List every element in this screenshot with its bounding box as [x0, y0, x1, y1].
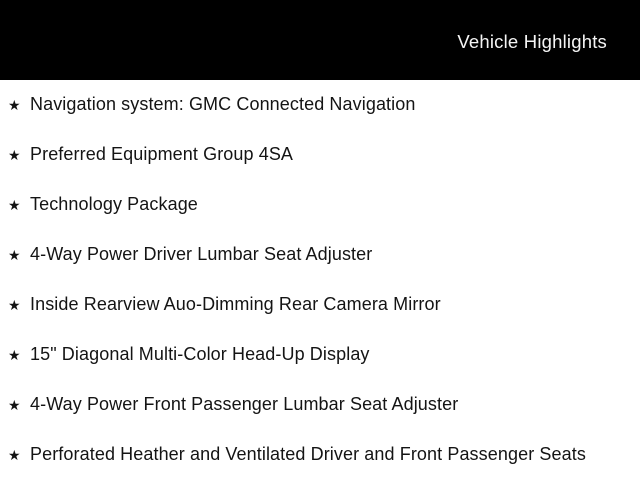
star-bullet-icon: ★	[8, 147, 21, 163]
list-item	[0, 230, 640, 280]
highlights-list	[0, 80, 640, 480]
star-bullet-icon: ★	[8, 247, 21, 263]
star-bullet-icon: ★	[8, 197, 21, 213]
star-bullet-icon: ★	[8, 397, 21, 413]
star-bullet-icon: ★	[8, 297, 21, 313]
star-bullet-icon: ★	[8, 447, 21, 463]
list-item-label: Preferred Equipment Group 4SA	[30, 144, 294, 165]
list-item-label: 15" Diagonal Multi-Color Head-Up Display	[30, 344, 370, 365]
list-item-label: Navigation system: GMC Connected Navigation	[30, 94, 416, 115]
list-item	[0, 130, 640, 180]
list-item	[0, 380, 640, 430]
page-title: Vehicle Highlights	[457, 31, 607, 52]
list-item-label: Perforated Heather and Ventilated Driver and Front Passenger Seats	[30, 444, 586, 465]
list-item-label: 4-Way Power Front Passenger Lumbar Seat Adjuster	[30, 394, 459, 415]
list-item-label: 4-Way Power Driver Lumbar Seat Adjuster	[30, 244, 373, 265]
list-item-label: Inside Rearview Auo-Dimming Rear Camera Mirror	[30, 294, 441, 315]
list-item-label: Technology Package	[30, 194, 198, 215]
star-bullet-icon: ★	[8, 347, 21, 363]
vehicle-highlights-header	[0, 0, 640, 80]
list-item	[0, 330, 640, 380]
star-bullet-icon: ★	[8, 97, 21, 113]
list-item	[0, 180, 640, 230]
list-item	[0, 280, 640, 330]
list-item	[0, 80, 640, 130]
list-item	[0, 430, 640, 480]
